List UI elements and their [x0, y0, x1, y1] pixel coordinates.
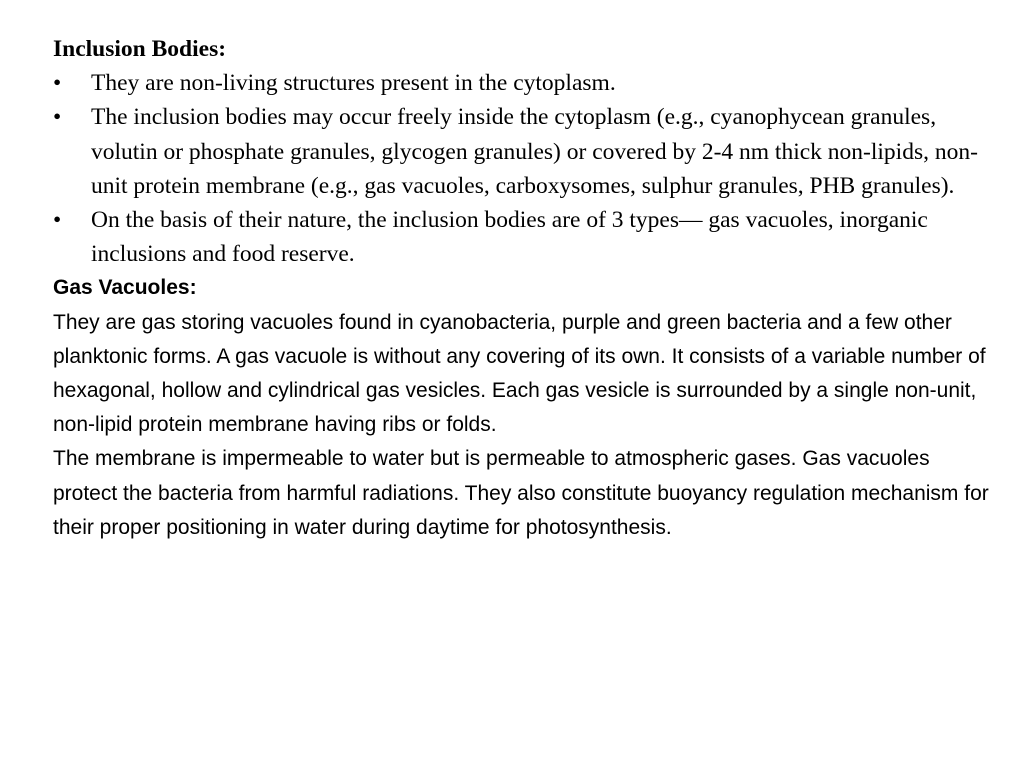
inclusion-bodies-bullet-list: [53, 66, 993, 271]
bullet-text: The inclusion bodies may occur freely inside the cytoplasm (e.g., cyanophycean granules, volutin or phosphate granules, glycogen granules) or covered by 2-4 nm thick non-lipids, non-unit protein membrane (e.g., gas vacuoles, carboxysomes, sulphur granules, PHB granules).: [91, 104, 978, 199]
bullet-icon: •: [53, 104, 62, 131]
gas-vacuoles-heading: Gas Vacuoles:: [53, 276, 197, 300]
bullet-icon: •: [53, 207, 62, 234]
bullet-item: [53, 66, 993, 100]
inclusion-bodies-heading: Inclusion Bodies:: [53, 36, 227, 62]
gas-vacuoles-paragraph: The membrane is impermeable to water but is permeable to atmospheric gases. Gas vacuoles protect the bacteria from harmful radiations. They also constitute buoyancy regulation mechanism for their proper positioning in water during daytime for photosynthesis.: [53, 447, 989, 539]
gas-vacuoles-paragraph: They are gas storing vacuoles found in cyanobacteria, purple and green bacteria and a few other planktonic forms. A gas vacuole is without any covering of its own. It consists of a variable number of hexagonal, hollow and cylindrical gas vesicles. Each gas vesicle is surrounded by a single non-unit, non-lipid protein membrane having ribs or folds.: [53, 310, 986, 437]
inclusion-bodies-section: [53, 32, 993, 271]
slide-content: [53, 32, 993, 545]
bullet-text: They are non-living structures present in the cytoplasm.: [91, 70, 616, 97]
bullet-text: On the basis of their nature, the inclusion bodies are of 3 types— gas vacuoles, inorganic inclusions and food reserve.: [91, 207, 928, 268]
bullet-item: [53, 203, 993, 271]
bullet-icon: •: [53, 70, 62, 97]
gas-vacuoles-section: [53, 271, 993, 545]
bullet-item: [53, 100, 993, 203]
